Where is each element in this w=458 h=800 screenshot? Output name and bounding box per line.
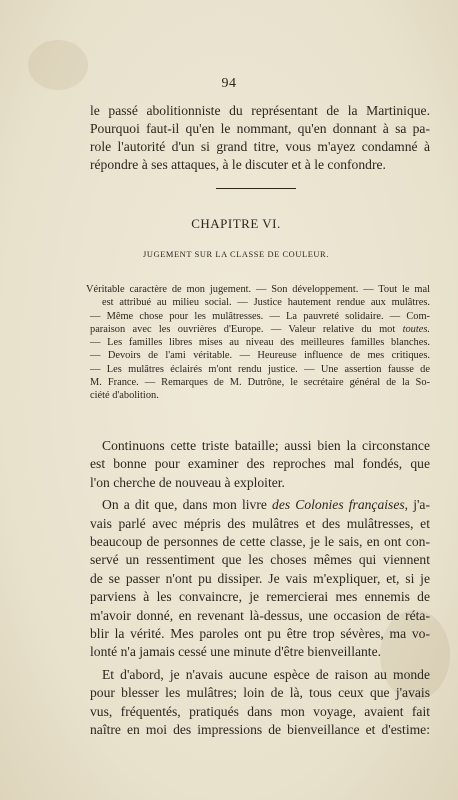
paragraph (90, 666, 430, 740)
text-run: On a dit que, dans mon livre (102, 497, 273, 513)
text-line: répondre à ses attaques, à le discuter et à le confondre. (90, 157, 386, 172)
text-line: lonté n'a jamais cessé une minute d'être bienveillante. (90, 644, 382, 660)
paragraph (90, 437, 430, 492)
summary-line: M. France. — Remarques de M. Dutrône, le secrétaire général de la So- (90, 377, 430, 389)
text-line: Pourquoi faut-il qu'en le nommant, qu'en donnant à sa pa- (90, 121, 430, 136)
text-line: naître en moi des impressions de bienveillance et d'estime: (90, 722, 430, 738)
text-line: beaucoup de personnes de cette classe, je le sais, en ont con- (90, 534, 430, 550)
summary-line: — Les familles libres mises au niveau des meilleures familles blanches. (90, 337, 430, 349)
summary-line: — Même chose pour les mulâtresses. — La pauvreté solidaire. — Com- (90, 310, 430, 322)
text-line: vus, fréquentés, pratiqués dans mon voyage, avaient fait (90, 703, 430, 719)
summary-line: — Devoirs de l'ami véritable. — Heureuse influence de mes critiques. (90, 350, 430, 362)
summary-line: Véritable caractère de mon jugement. — Son développement. — Tout le mal (86, 284, 430, 295)
summary-line: est attribué au milieu social. — Justice hautement rendue aux mulâtres. (102, 297, 430, 309)
paragraph (90, 496, 430, 662)
text-line: blir la vérité. Mes paroles ont pu être trop sévères, ma vo- (90, 626, 430, 642)
text-run: , j'a- (404, 497, 430, 513)
text-line (90, 496, 430, 514)
text-line: Continuons cette triste bataille; aussi bien la circonstance (102, 438, 430, 453)
text-line: parviens à les convaincre, je remercierai mes ennemis de (90, 589, 430, 605)
summary-line (90, 323, 430, 336)
page-number: 94 (221, 76, 237, 91)
text-line: vais parlé avec mépris des mulâtres et des mulâtresses, et (90, 515, 430, 531)
summary-line: ciété d'abolition. (90, 390, 159, 402)
chapter-summary (86, 283, 430, 403)
chapter-subtitle: JUGEMENT SUR LA CLASSE DE COULEUR. (143, 250, 329, 259)
text-line: servé un ressentiment que les choses mêmes qui viennent (90, 552, 430, 568)
text-line: role l'autorité d'un si grand titre, vous m'ayez condamné à (90, 139, 430, 154)
italic-word: toutes. (402, 323, 430, 335)
text-line: est bonne pour examiner des reproches mal fondés, que (90, 456, 430, 472)
summary-line: — Les mulâtres éclairés m'ont rendu justice. — Une assertion fausse de (90, 363, 430, 375)
intro-paragraph (90, 102, 430, 174)
text-line: le passé abolitionniste du représentant de la Martinique. (90, 103, 430, 118)
section-divider (216, 188, 296, 189)
text-line: l'on cherche de nouveau à exploiter. (90, 474, 285, 490)
text-line: de se passer n'ont pu dissiper. Je vais m'expliquer, et, si je (90, 570, 430, 586)
text-line: Et d'abord, je n'avais aucune espèce de raison au monde (102, 666, 430, 682)
text-line: m'avoir donné, en revenant là-dessus, une occasion de réta- (90, 607, 430, 623)
text-line: pour blesser les mulâtres; loin de là, tous ceux que j'avais (90, 685, 430, 701)
chapter-title: CHAPITRE VI. (191, 216, 281, 231)
book-title-italic: des Colonies françaises (272, 497, 405, 513)
chapter-body (90, 437, 430, 744)
summary-line-text: paraison avec les ouvrières d'Europe. — Valeur relative du mot (90, 323, 403, 335)
